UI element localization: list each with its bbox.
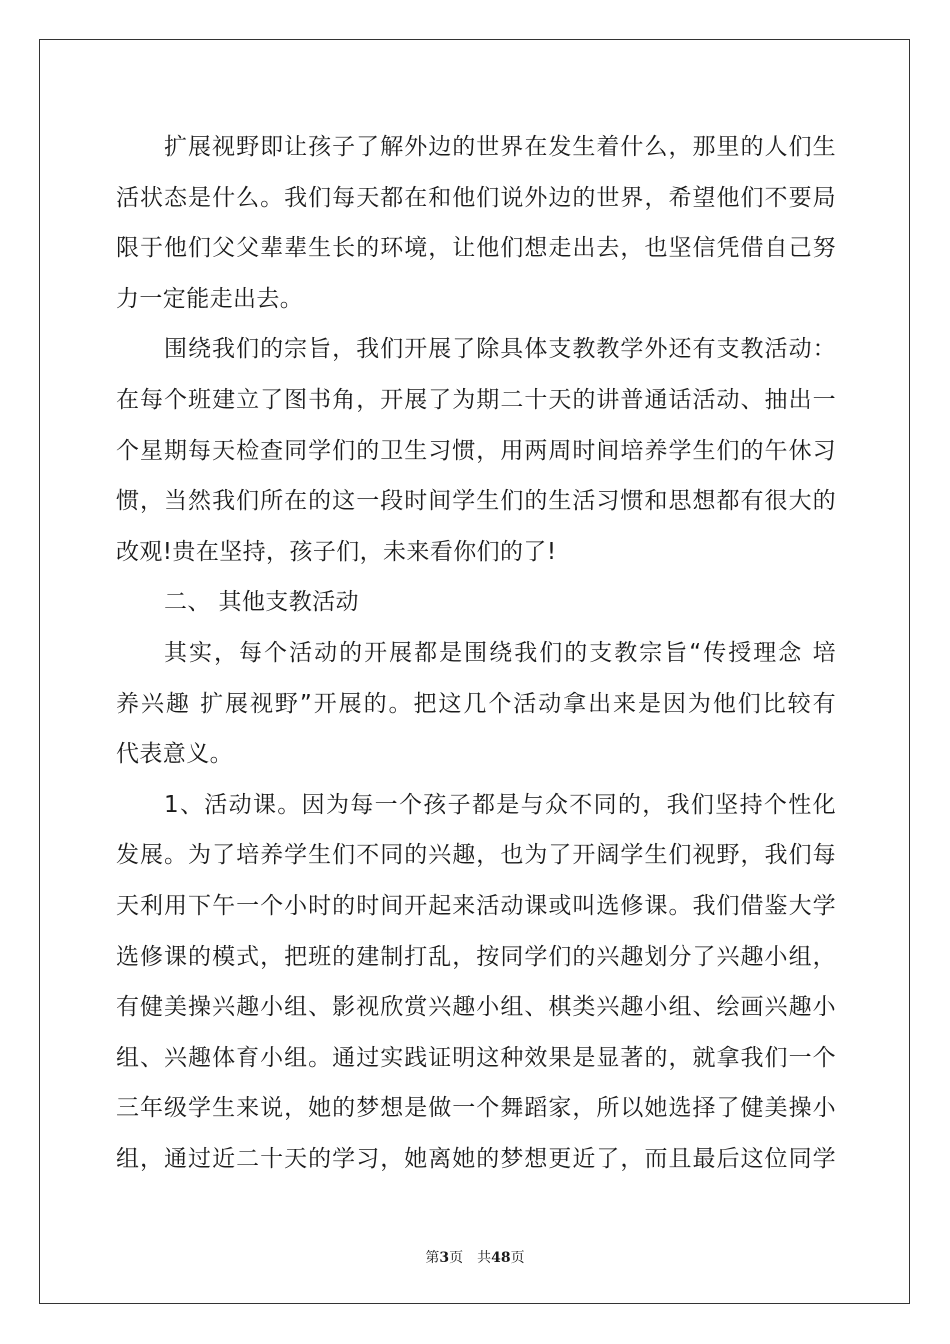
text-line: 发展。为了培养学生们不同的兴趣，也为了开阔学生们视野，我们每 [116, 842, 836, 869]
page-label-suffix: 页 [449, 1250, 464, 1266]
text-line: 扩展视野即让孩子了解外边的世界在发生着什么，那里的人们生 [164, 134, 836, 160]
document-body [116, 122, 836, 1184]
text-line: 改观!贵在坚持，孩子们，未来看你们的了! [116, 538, 557, 565]
text-line: 惯，当然我们所在的这一段时间学生们的生活习惯和思想都有很大的 [116, 488, 836, 515]
text-line: 有健美操兴趣小组、影视欣赏兴趣小组、棋类兴趣小组、绘画兴趣小 [116, 994, 836, 1021]
text-line: 养兴趣 扩展视野”开展的。把这几个活动拿出来是因为他们比较有 [116, 690, 836, 717]
text-line: 组，通过近二十天的学习，她离她的梦想更近了，而且最后这位同学 [116, 1145, 836, 1172]
text-line: 力一定能走出去。 [116, 285, 304, 312]
total-label-prefix: 共 [477, 1250, 492, 1266]
page-footer [0, 1247, 950, 1267]
page-number: 3 [439, 1250, 450, 1266]
text-line: 二、 其他支教活动 [164, 589, 359, 616]
total-pages: 48 [491, 1250, 511, 1266]
text-line: 代表意义。 [116, 741, 233, 768]
text-line: 天利用下午一个小时的时间开起来活动课或叫选修课。我们借鉴大学 [116, 892, 836, 919]
text-line: 围绕我们的宗旨，我们开展了除具体支教教学外还有支教活动： [164, 336, 836, 363]
text-line: 选修课的模式，把班的建制打乱，按同学们的兴趣划分了兴趣小组， [116, 943, 836, 970]
page-label-prefix: 第 [425, 1250, 440, 1266]
text-line: 在每个班建立了图书角，开展了为期二十天的讲普通话活动、抽出一 [116, 386, 836, 413]
text-line: 活状态是什么。我们每天都在和他们说外边的世界，希望他们不要局 [116, 184, 836, 211]
text-line: 三年级学生来说，她的梦想是做一个舞蹈家，所以她选择了健美操小 [116, 1095, 836, 1122]
text-line: 其实，每个活动的开展都是围绕我们的支教宗旨“传授理念 培 [164, 639, 836, 666]
text-line: 组、兴趣体育小组。通过实践证明这种效果是显著的，就拿我们一个 [116, 1044, 836, 1071]
total-label-suffix: 页 [510, 1250, 525, 1266]
text-line: 个星期每天检查同学们的卫生习惯，用两周时间培养学生们的午休习 [116, 437, 836, 464]
text-line: 限于他们父父辈辈生长的环境，让他们想走出去，也坚信凭借自己努 [116, 235, 836, 262]
text-line: 1、活动课。因为每一个孩子都是与众不同的，我们坚持个性化 [164, 791, 836, 818]
